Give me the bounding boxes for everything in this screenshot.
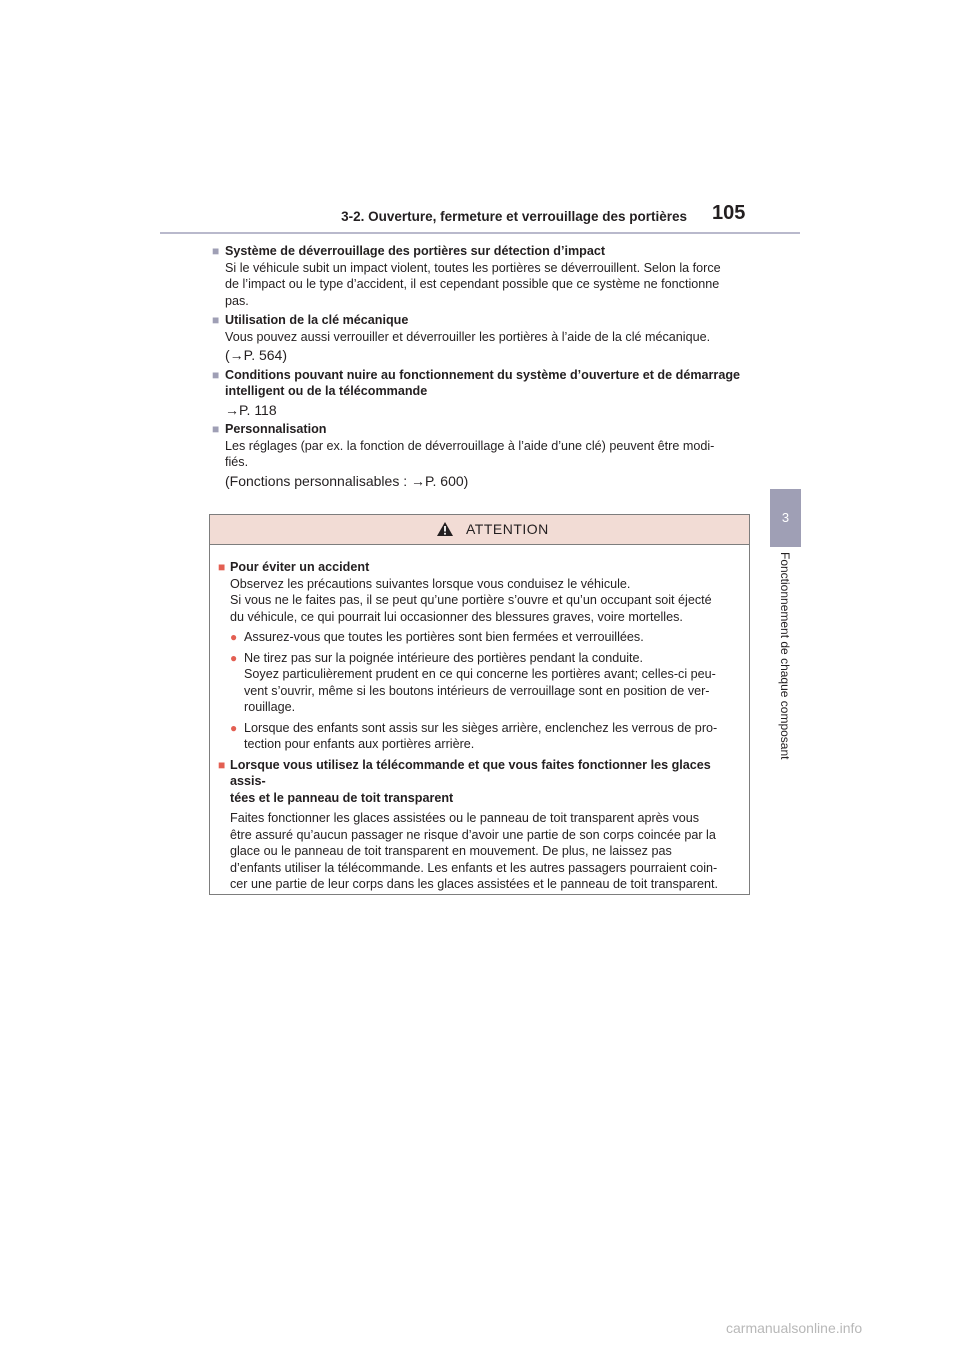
round-bullet-icon: ● bbox=[230, 720, 238, 735]
body-line: du véhicule, ce qui pourrait lui occasionner des blessures graves, voire mortelles. bbox=[230, 609, 683, 624]
section-mechanical-key bbox=[212, 312, 750, 364]
attention-title: ATTENTION bbox=[466, 521, 549, 537]
body-line: d’enfants utiliser la télécommande. Les enfants et les autres passagers pourraient coin- bbox=[230, 860, 718, 875]
chapter-tab: 3 bbox=[770, 489, 801, 547]
body-line: être assuré qu’aucun passager ne risque d’avoir une partie de son corps coincée par la bbox=[230, 827, 716, 842]
section-conditions bbox=[212, 367, 750, 419]
page-reference: →P. 118 bbox=[225, 401, 277, 418]
section-heading: ■ Conditions pouvant nuire au fonctionnement du système d’ouverture et de démarrage intelligent ou de la télécommande bbox=[212, 367, 741, 398]
body-line: Si vous ne le faites pas, il se peut qu’une portière s’ouvre et qu’un occupant soit éjecté bbox=[230, 593, 712, 607]
attention-heading: ■ Pour éviter un accident bbox=[218, 560, 370, 574]
body-line: Observez les précautions suivantes lorsque vous conduisez le véhicule. bbox=[230, 576, 631, 591]
list-item: ● Lorsque des enfants sont assis sur les sièges arrière, enclenchez les verrous de pro- tection pour enfants aux portières arrière. bbox=[230, 720, 718, 751]
round-bullet-icon: ● bbox=[230, 650, 238, 665]
body-line: pas. bbox=[225, 293, 249, 308]
body-line: glace ou le panneau de toit transparent en mouvement. De plus, ne laissez pas bbox=[230, 844, 672, 858]
attention-box bbox=[209, 514, 750, 895]
square-bullet-icon: ■ bbox=[218, 560, 226, 574]
section-heading: ■ Utilisation de la clé mécanique bbox=[212, 313, 409, 327]
chapter-caption: Fonctionnement de chaque composant bbox=[778, 552, 792, 760]
body-line: de l’impact ou le type d’accident, il est cependant possible que ce système ne fonctionne bbox=[225, 277, 720, 291]
square-bullet-icon: ■ bbox=[212, 422, 220, 436]
chapter-caption-box bbox=[772, 552, 798, 802]
square-bullet-icon: ■ bbox=[212, 244, 220, 258]
attention-header bbox=[210, 515, 749, 545]
square-bullet-icon: ■ bbox=[218, 757, 226, 772]
section-heading: ■ Système de déverrouillage des portières sur détection d’impact bbox=[212, 244, 606, 258]
square-bullet-icon: ■ bbox=[212, 313, 220, 327]
body-line: fiés. bbox=[225, 455, 249, 469]
attention-heading: ■ Lorsque vous utilisez la télécommande et que vous faites fonctionner les glaces assis- tées et le panneau de toit transparent bbox=[218, 757, 711, 805]
page-reference: (Fonctions personnalisables : →P. 600) bbox=[225, 472, 469, 489]
attention-section-accident bbox=[218, 559, 741, 753]
attention-section-remote bbox=[218, 757, 741, 893]
list-item: ● Assurez-vous que toutes les portières sont bien fermées et verrouillées. bbox=[230, 630, 644, 644]
main-content bbox=[212, 243, 750, 492]
section-heading: ■ Personnalisation bbox=[212, 422, 327, 436]
body-line: Vous pouvez aussi verrouiller et déverrouiller les portières à l’aide de la clé mécanique. bbox=[225, 329, 711, 344]
round-bullet-icon: ● bbox=[230, 630, 238, 644]
page-number: 105 bbox=[712, 202, 746, 224]
watermark: carmanualsonline.info bbox=[726, 1320, 863, 1336]
square-bullet-icon: ■ bbox=[212, 367, 220, 382]
body-line: Si le véhicule subit un impact violent, toutes les portières se déverrouillent. Selon la force bbox=[225, 260, 721, 275]
body-line: cer une partie de leur corps dans les glaces assistées et le panneau de toit transparent. bbox=[230, 877, 718, 891]
section-customization bbox=[212, 421, 750, 489]
list-item: ● Ne tirez pas sur la poignée intérieure des portières pendant la conduite. Soyez particulièrement prudent en ce qui concerne les portières avant; celles-ci peu- vent s’ouvrir, même si les boutons intérieurs de verrouillage sont en position de ver- rouillage. bbox=[230, 650, 716, 714]
page-reference: (→P. 564) bbox=[225, 347, 287, 363]
section-impact-unlock bbox=[212, 243, 750, 309]
running-header: 3-2. Ouverture, fermeture et verrouillage des portières bbox=[341, 209, 687, 224]
warning-triangle-icon bbox=[436, 521, 454, 537]
body-line: Les réglages (par ex. la fonction de déverrouillage à l’aide d’une clé) peuvent être modi- bbox=[225, 438, 715, 453]
body-line: Faites fonctionner les glaces assistées ou le panneau de toit transparent après vous bbox=[230, 811, 700, 825]
header-rule bbox=[160, 232, 800, 234]
